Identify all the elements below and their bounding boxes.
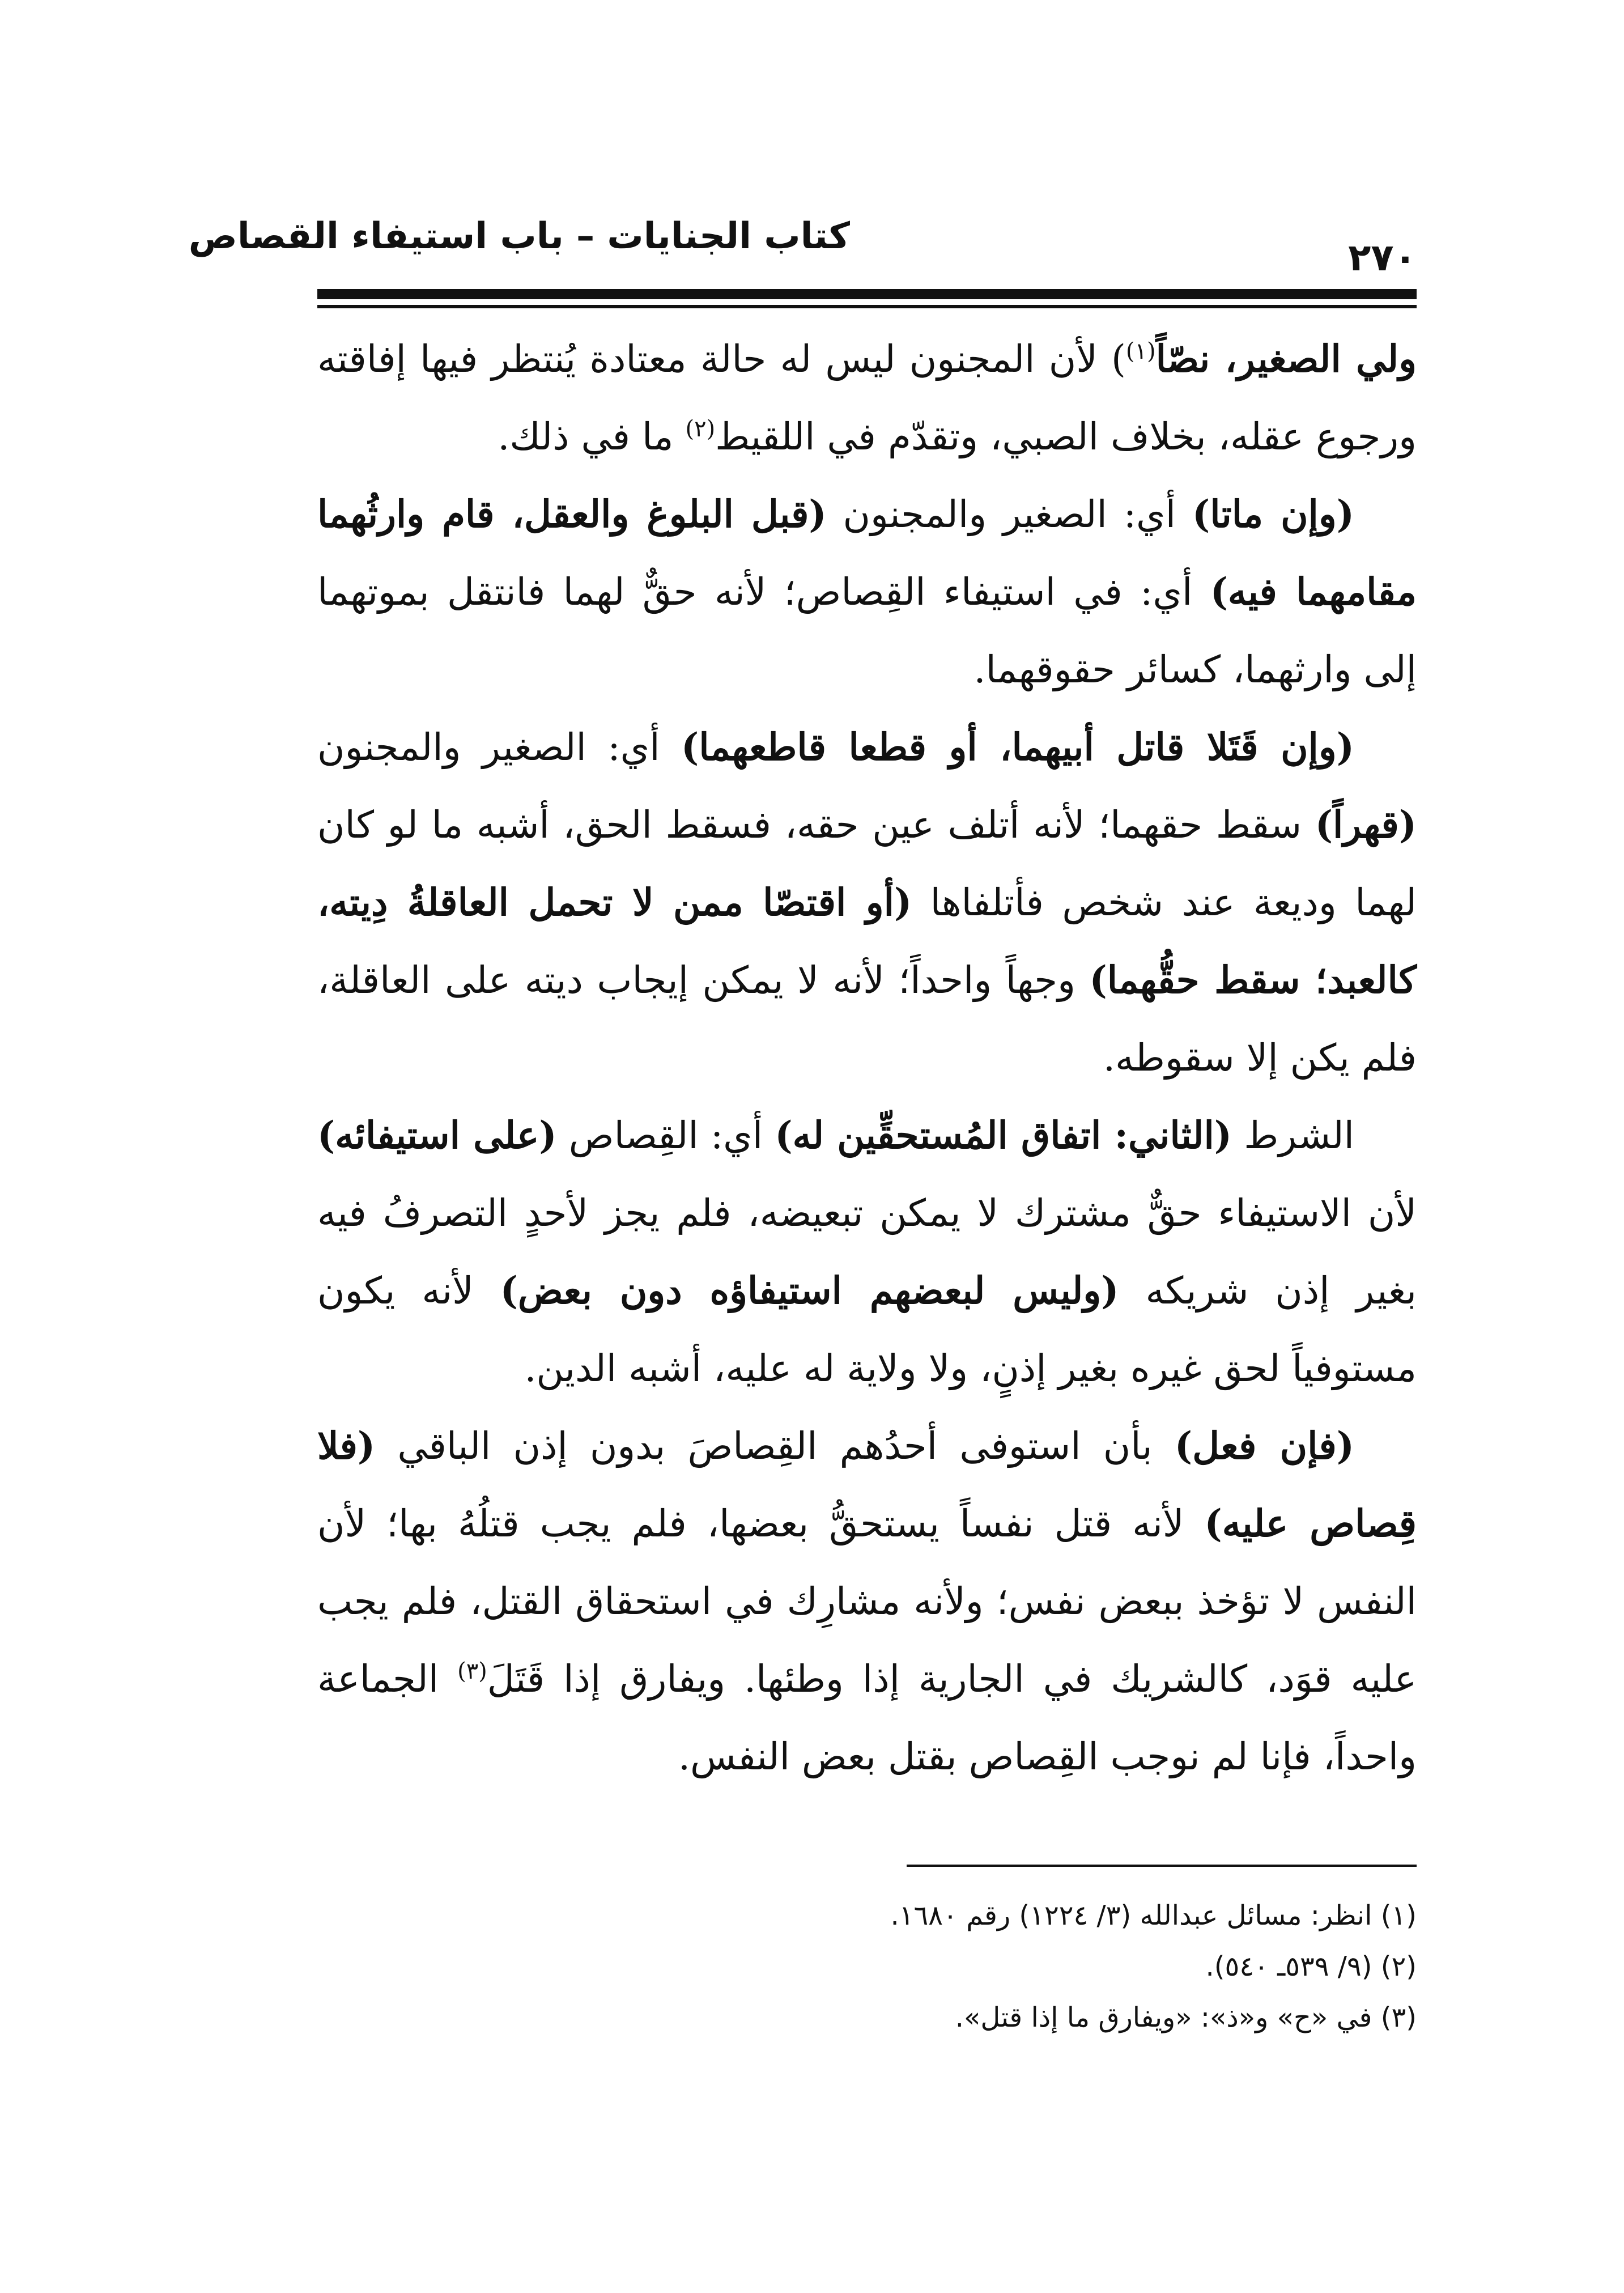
page-header xyxy=(188,204,1417,283)
page-number: ٢٧٠ xyxy=(1348,236,1417,279)
body-text xyxy=(317,320,1417,1795)
paragraph xyxy=(317,1407,1417,1795)
matn-text: (قهراً) xyxy=(1315,802,1417,847)
matn-text: (فإن فعل) xyxy=(1174,1424,1354,1468)
matn-text: (الثاني: اتفاق المُستحقِّين له) xyxy=(775,1113,1232,1157)
footnote: (١) انظر: مسائل عبدالله (٣/ ١٢٢٤) رقم ١٦٨٠. xyxy=(890,1900,1417,1931)
footnote-marker: (٢) xyxy=(685,416,716,442)
matn-text: (وليس لبعضهم استيفاؤه دون بعض) xyxy=(500,1268,1119,1313)
sharh-text: الجماعة واحداً، فإنا لم نوجب القِصاص بقتل بعض النفس. xyxy=(317,1657,1417,1778)
matn-text: (أو اقتصّا ممن لا تحمل العاقلةُ دِيته، كالعبد؛ سقط حقُّهما) xyxy=(317,880,1417,1002)
paragraph xyxy=(317,320,1417,475)
running-title: كتاب الجنايات – باب استيفاء القصاص xyxy=(188,215,850,257)
matn-text: ولي الصغير، نصّاً xyxy=(1155,337,1417,381)
sharh-text: أي: في استيفاء القِصاص؛ لأنه حقٌّ لهما فانتقل بموتهما إلى وارثهما، كسائر حقوقهما. xyxy=(317,570,1417,691)
footnote-separator xyxy=(907,1865,1417,1867)
sharh-text: أي: القِصاص xyxy=(556,1114,775,1157)
matn-text: (على استيفائه) xyxy=(317,1113,557,1157)
matn-text: (فلا قِصاص عليه) xyxy=(317,1424,1417,1545)
sharh-text: الشرط xyxy=(1232,1114,1354,1157)
sharh-text: ) لأن المجنون ليس له حالة معتادة يُنتظر فيها إفاقته ورجوع عقله، بخلاف الصبي، وتقدّم في اللقيط xyxy=(317,337,1417,458)
footnote: (٣) في «ح» و«ذ»: «ويفارق ما إذا قتل». xyxy=(955,2002,1417,2033)
footnote-marker: (٣) xyxy=(457,1658,487,1684)
paragraph xyxy=(317,475,1417,708)
sharh-text: لأنه قتل نفساً يستحقُّ بعضها، فلم يجب قتلُهُ بها؛ لأن النفس لا تؤخذ ببعض نفس؛ ولأنه مشارِك في استحقاق القتل، فلم يجب عليه قوَد، كالشريك في الجارية إذا وطئها. ويفارق إذا قَتَلَ xyxy=(317,1502,1417,1701)
matn-text: (وإن قَتَلا قاتل أبيهما، أو قطعا قاطعهما) xyxy=(681,725,1354,769)
sharh-text: بأن استوفى أحدُهم القِصاصَ بدون إذن الباقي xyxy=(375,1424,1175,1468)
footnotes xyxy=(737,1890,1417,2043)
matn-text: (قبل البلوغ والعقل، قام وارثُهما مقامهما فيه) xyxy=(317,492,1417,614)
paragraph xyxy=(317,708,1417,1097)
sharh-text: أي: الصغير والمجنون xyxy=(317,725,682,769)
sharh-text: ما في ذلك. xyxy=(498,415,686,458)
header-rule-thin xyxy=(317,305,1417,308)
paragraph xyxy=(317,1097,1417,1407)
sharh-text: لأن الاستيفاء حقٌّ مشترك لا يمكن تبعيضه، فلم يجز لأحدٍ التصرفُ فيه بغير إذن شريكه xyxy=(317,1191,1417,1313)
sharh-text: وجهاً واحداً؛ لأنه لا يمكن إيجاب ديته على العاقلة، فلم يكن إلا سقوطه. xyxy=(317,958,1417,1080)
sharh-text: سقط حقهما؛ لأنه أتلف عين حقه، فسقط الحق، أشبه ما لو كان لهما وديعة عند شخص فأتلفاها xyxy=(317,803,1417,924)
matn-text: (وإن ماتا) xyxy=(1192,492,1354,536)
footnote: (٢) (٩/ ٥٣٩ـ ٥٤٠). xyxy=(1205,1951,1417,1982)
sharh-text: لأنه يكون مستوفياً لحق غيره بغير إذنٍ، ولا ولاية له عليه، أشبه الدين. xyxy=(317,1269,1417,1390)
footnote-marker: (١) xyxy=(1125,338,1156,364)
header-rule-thick xyxy=(317,289,1417,299)
sharh-text: أي: الصغير والمجنون xyxy=(826,492,1192,536)
